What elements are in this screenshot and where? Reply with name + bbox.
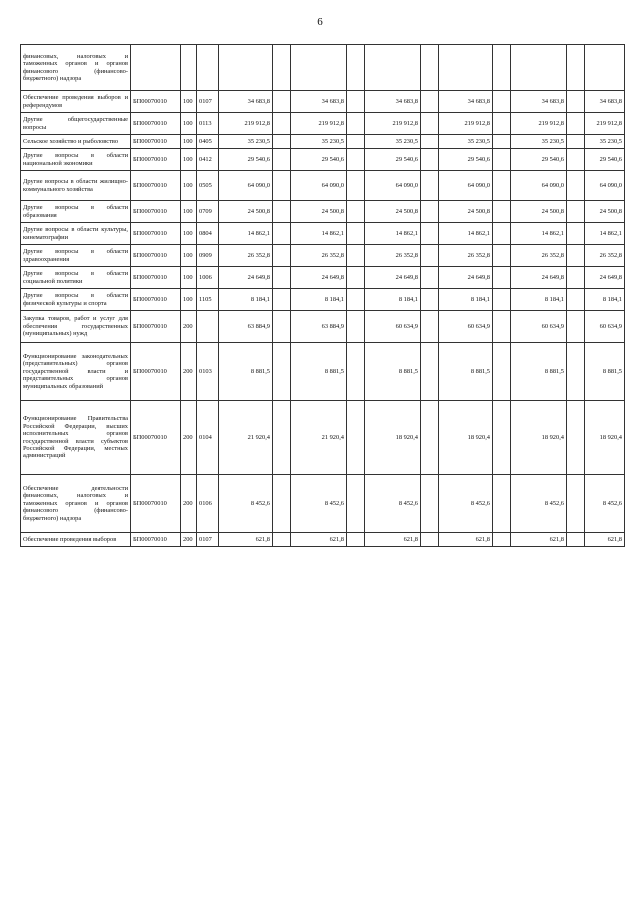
row-vr-cell: 100 — [181, 91, 197, 113]
empty-cell — [347, 171, 365, 201]
row-value-cell: 26 352,8 — [585, 245, 625, 267]
row-section-cell: 0505 — [197, 171, 219, 201]
table-row — [21, 311, 625, 343]
empty-cell — [493, 245, 511, 267]
empty-cell — [567, 113, 585, 135]
row-value-cell: 8 452,6 — [291, 475, 347, 533]
empty-cell — [347, 401, 365, 475]
row-value-cell: 34 683,8 — [291, 91, 347, 113]
row-value-cell: 29 540,6 — [585, 149, 625, 171]
row-value-cell: 34 683,8 — [219, 91, 273, 113]
empty-cell — [421, 475, 439, 533]
row-value-cell: 24 500,8 — [511, 201, 567, 223]
row-value-cell: 621,8 — [219, 533, 273, 547]
row-value-cell: 8 881,5 — [585, 343, 625, 401]
empty-cell — [347, 223, 365, 245]
empty-cell — [493, 311, 511, 343]
empty-cell — [493, 113, 511, 135]
table-row — [21, 289, 625, 311]
row-vr-cell: 200 — [181, 475, 197, 533]
row-value-cell: 621,8 — [365, 533, 421, 547]
empty-cell — [347, 289, 365, 311]
empty-cell — [347, 113, 365, 135]
row-vr-cell: 100 — [181, 135, 197, 149]
row-value-cell: 64 090,0 — [291, 171, 347, 201]
row-name-cell: Другие вопросы в области образования — [21, 201, 131, 223]
row-value-cell: 14 862,1 — [291, 223, 347, 245]
empty-cell — [347, 149, 365, 171]
row-section-cell: 1006 — [197, 267, 219, 289]
row-code-cell: БП00070010 — [131, 311, 181, 343]
row-value-cell: 29 540,6 — [365, 149, 421, 171]
row-name-cell: Функционирование законодательных (представительных) органов государственной власти и представительных органов муниципальных образований — [21, 343, 131, 401]
row-value-cell: 35 230,5 — [219, 135, 273, 149]
row-section-cell — [197, 311, 219, 343]
row-section-cell: 0103 — [197, 343, 219, 401]
empty-cell — [493, 149, 511, 171]
row-value-cell: 8 881,5 — [439, 343, 493, 401]
row-name-cell: Другие общегосударственные вопросы — [21, 113, 131, 135]
empty-cell — [273, 533, 291, 547]
row-vr-cell: 100 — [181, 201, 197, 223]
row-value-cell: 8 881,5 — [511, 343, 567, 401]
row-value-cell: 60 634,9 — [365, 311, 421, 343]
row-value-cell — [291, 45, 347, 91]
row-value-cell: 14 862,1 — [365, 223, 421, 245]
empty-cell — [567, 135, 585, 149]
row-value-cell: 14 862,1 — [511, 223, 567, 245]
row-value-cell: 26 352,8 — [219, 245, 273, 267]
row-vr-cell: 200 — [181, 343, 197, 401]
row-vr-cell: 100 — [181, 289, 197, 311]
row-vr-cell — [181, 45, 197, 91]
row-vr-cell: 100 — [181, 223, 197, 245]
row-value-cell: 35 230,5 — [291, 135, 347, 149]
empty-cell — [273, 311, 291, 343]
row-section-cell: 0104 — [197, 401, 219, 475]
row-code-cell: БП00070010 — [131, 245, 181, 267]
empty-cell — [421, 149, 439, 171]
row-value-cell: 34 683,8 — [439, 91, 493, 113]
row-code-cell: БП00070010 — [131, 113, 181, 135]
row-code-cell: БП00070010 — [131, 401, 181, 475]
row-value-cell: 26 352,8 — [365, 245, 421, 267]
row-section-cell: 0106 — [197, 475, 219, 533]
table-row — [21, 135, 625, 149]
row-code-cell: БП00070010 — [131, 91, 181, 113]
row-value-cell — [439, 45, 493, 91]
row-section-cell: 0113 — [197, 113, 219, 135]
table-row — [21, 475, 625, 533]
row-value-cell: 621,8 — [291, 533, 347, 547]
empty-cell — [421, 533, 439, 547]
table-row — [21, 267, 625, 289]
empty-cell — [347, 267, 365, 289]
page-number: 6 — [317, 16, 323, 28]
table-row — [21, 343, 625, 401]
row-value-cell: 60 634,9 — [585, 311, 625, 343]
empty-cell — [567, 149, 585, 171]
row-code-cell: БП00070010 — [131, 171, 181, 201]
row-section-cell: 0412 — [197, 149, 219, 171]
row-vr-cell: 100 — [181, 245, 197, 267]
row-name-cell: Другие вопросы в области культуры, кинематографии — [21, 223, 131, 245]
row-value-cell: 35 230,5 — [439, 135, 493, 149]
row-value-cell: 29 540,6 — [219, 149, 273, 171]
empty-cell — [421, 343, 439, 401]
row-value-cell: 24 649,8 — [365, 267, 421, 289]
empty-cell — [273, 201, 291, 223]
row-value-cell: 8 184,1 — [585, 289, 625, 311]
empty-cell — [493, 135, 511, 149]
row-value-cell: 8 452,6 — [219, 475, 273, 533]
row-value-cell — [511, 45, 567, 91]
row-code-cell: БП00070010 — [131, 267, 181, 289]
empty-cell — [493, 171, 511, 201]
row-value-cell: 219 912,8 — [219, 113, 273, 135]
empty-cell — [421, 223, 439, 245]
row-value-cell: 64 090,0 — [585, 171, 625, 201]
table-row — [21, 223, 625, 245]
empty-cell — [493, 267, 511, 289]
row-value-cell: 219 912,8 — [585, 113, 625, 135]
row-value-cell: 26 352,8 — [511, 245, 567, 267]
empty-cell — [421, 267, 439, 289]
empty-cell — [567, 245, 585, 267]
row-value-cell: 8 184,1 — [365, 289, 421, 311]
row-name-cell: финансовых, налоговых и таможенных органов и органов финансового (финансово-бюджетного) надзора — [21, 45, 131, 91]
row-section-cell — [197, 45, 219, 91]
row-section-cell: 0405 — [197, 135, 219, 149]
row-section-cell: 0709 — [197, 201, 219, 223]
empty-cell — [273, 223, 291, 245]
row-code-cell: БП00070010 — [131, 475, 181, 533]
empty-cell — [273, 171, 291, 201]
empty-cell — [347, 245, 365, 267]
empty-cell — [567, 45, 585, 91]
row-value-cell: 14 862,1 — [439, 223, 493, 245]
row-section-cell: 0804 — [197, 223, 219, 245]
row-value-cell: 14 862,1 — [219, 223, 273, 245]
empty-cell — [421, 135, 439, 149]
row-code-cell — [131, 45, 181, 91]
row-value-cell: 24 500,8 — [365, 201, 421, 223]
empty-cell — [421, 113, 439, 135]
row-value-cell: 8 184,1 — [291, 289, 347, 311]
row-value-cell: 26 352,8 — [439, 245, 493, 267]
row-value-cell: 63 884,9 — [291, 311, 347, 343]
row-value-cell: 35 230,5 — [585, 135, 625, 149]
row-vr-cell: 200 — [181, 533, 197, 547]
row-vr-cell: 100 — [181, 149, 197, 171]
row-value-cell: 24 500,8 — [291, 201, 347, 223]
row-value-cell: 8 452,6 — [365, 475, 421, 533]
row-name-cell: Другие вопросы в области национальной экономики — [21, 149, 131, 171]
row-code-cell: БП00070010 — [131, 223, 181, 245]
row-value-cell: 219 912,8 — [511, 113, 567, 135]
row-value-cell: 18 920,4 — [365, 401, 421, 475]
row-vr-cell: 200 — [181, 401, 197, 475]
row-value-cell: 60 634,9 — [511, 311, 567, 343]
empty-cell — [273, 135, 291, 149]
row-value-cell: 29 540,6 — [439, 149, 493, 171]
row-code-cell: БП00070010 — [131, 343, 181, 401]
row-value-cell: 26 352,8 — [291, 245, 347, 267]
row-vr-cell: 100 — [181, 113, 197, 135]
row-value-cell — [219, 45, 273, 91]
row-vr-cell: 100 — [181, 267, 197, 289]
empty-cell — [567, 201, 585, 223]
empty-cell — [273, 267, 291, 289]
row-value-cell: 34 683,8 — [365, 91, 421, 113]
table-row — [21, 91, 625, 113]
row-value-cell: 8 184,1 — [219, 289, 273, 311]
row-section-cell: 1105 — [197, 289, 219, 311]
row-code-cell: БП00070010 — [131, 135, 181, 149]
row-value-cell: 8 184,1 — [511, 289, 567, 311]
row-value-cell: 24 500,8 — [219, 201, 273, 223]
row-value-cell: 24 500,8 — [439, 201, 493, 223]
table-row — [21, 149, 625, 171]
empty-cell — [273, 475, 291, 533]
empty-cell — [347, 45, 365, 91]
table-row — [21, 201, 625, 223]
row-value-cell: 219 912,8 — [365, 113, 421, 135]
row-name-cell: Закупка товаров, работ и услуг для обеспечения государственных (муниципальных) нужд — [21, 311, 131, 343]
row-value-cell: 64 090,0 — [511, 171, 567, 201]
row-code-cell: БП00070010 — [131, 289, 181, 311]
empty-cell — [493, 533, 511, 547]
row-value-cell: 24 500,8 — [585, 201, 625, 223]
row-value-cell — [585, 45, 625, 91]
row-value-cell: 18 920,4 — [585, 401, 625, 475]
row-value-cell: 8 452,6 — [511, 475, 567, 533]
table-row — [21, 113, 625, 135]
row-value-cell: 8 184,1 — [439, 289, 493, 311]
row-value-cell: 34 683,8 — [585, 91, 625, 113]
row-value-cell: 8 452,6 — [585, 475, 625, 533]
row-section-cell: 0909 — [197, 245, 219, 267]
row-name-cell: Другие вопросы в области здравоохранения — [21, 245, 131, 267]
row-name-cell: Обеспечение деятельности финансовых, налоговых и таможенных органов и органов финансового (финансово-бюджетного) надзора — [21, 475, 131, 533]
empty-cell — [493, 45, 511, 91]
row-value-cell: 29 540,6 — [511, 149, 567, 171]
empty-cell — [493, 475, 511, 533]
row-value-cell: 621,8 — [439, 533, 493, 547]
row-value-cell: 21 920,4 — [291, 401, 347, 475]
empty-cell — [493, 223, 511, 245]
row-section-cell: 0107 — [197, 91, 219, 113]
row-value-cell: 219 912,8 — [291, 113, 347, 135]
row-value-cell: 64 090,0 — [439, 171, 493, 201]
row-value-cell: 60 634,9 — [439, 311, 493, 343]
empty-cell — [421, 311, 439, 343]
empty-cell — [567, 289, 585, 311]
row-name-cell: Другие вопросы в области физической культуры и спорта — [21, 289, 131, 311]
row-name-cell: Обеспечение проведения выборов и референдумов — [21, 91, 131, 113]
empty-cell — [421, 401, 439, 475]
row-value-cell: 24 649,8 — [585, 267, 625, 289]
table-row — [21, 245, 625, 267]
row-value-cell: 34 683,8 — [511, 91, 567, 113]
empty-cell — [273, 113, 291, 135]
empty-cell — [567, 343, 585, 401]
row-value-cell: 63 884,9 — [219, 311, 273, 343]
row-value-cell: 29 540,6 — [291, 149, 347, 171]
empty-cell — [567, 401, 585, 475]
empty-cell — [347, 135, 365, 149]
empty-cell — [567, 533, 585, 547]
empty-cell — [273, 289, 291, 311]
empty-cell — [493, 289, 511, 311]
row-value-cell: 24 649,8 — [219, 267, 273, 289]
row-vr-cell: 100 — [181, 171, 197, 201]
row-name-cell: Обеспечение проведения выборов — [21, 533, 131, 547]
row-value-cell: 35 230,5 — [511, 135, 567, 149]
row-value-cell: 8 881,5 — [291, 343, 347, 401]
empty-cell — [493, 343, 511, 401]
empty-cell — [493, 201, 511, 223]
row-code-cell: БП00070010 — [131, 533, 181, 547]
row-value-cell: 18 920,4 — [511, 401, 567, 475]
row-value-cell: 24 649,8 — [511, 267, 567, 289]
empty-cell — [347, 201, 365, 223]
empty-cell — [421, 201, 439, 223]
empty-cell — [273, 401, 291, 475]
empty-cell — [421, 289, 439, 311]
row-value-cell: 24 649,8 — [291, 267, 347, 289]
row-name-cell: Другие вопросы в области жилищно-коммунального хозяйства — [21, 171, 131, 201]
row-code-cell: БП00070010 — [131, 149, 181, 171]
row-section-cell: 0107 — [197, 533, 219, 547]
table-row — [21, 533, 625, 547]
row-name-cell: Функционирование Правительства Российской Федерации, высших исполнительных органов государственной власти субъектов Российской Федерации, местных администраций — [21, 401, 131, 475]
row-value-cell: 64 090,0 — [219, 171, 273, 201]
row-value-cell: 8 452,6 — [439, 475, 493, 533]
row-value-cell: 14 862,1 — [585, 223, 625, 245]
table-row — [21, 401, 625, 475]
row-value-cell: 621,8 — [585, 533, 625, 547]
empty-cell — [421, 91, 439, 113]
empty-cell — [493, 91, 511, 113]
table-row — [21, 45, 625, 91]
empty-cell — [347, 311, 365, 343]
row-value-cell: 35 230,5 — [365, 135, 421, 149]
row-value-cell: 621,8 — [511, 533, 567, 547]
empty-cell — [347, 533, 365, 547]
row-value-cell: 8 881,5 — [219, 343, 273, 401]
empty-cell — [273, 343, 291, 401]
empty-cell — [347, 475, 365, 533]
empty-cell — [567, 171, 585, 201]
empty-cell — [567, 91, 585, 113]
empty-cell — [493, 401, 511, 475]
row-value-cell: 18 920,4 — [439, 401, 493, 475]
empty-cell — [421, 245, 439, 267]
empty-cell — [567, 311, 585, 343]
row-value-cell: 21 920,4 — [219, 401, 273, 475]
empty-cell — [347, 343, 365, 401]
row-value-cell: 24 649,8 — [439, 267, 493, 289]
row-value-cell: 8 881,5 — [365, 343, 421, 401]
row-value-cell — [365, 45, 421, 91]
empty-cell — [347, 91, 365, 113]
empty-cell — [273, 149, 291, 171]
row-value-cell: 64 090,0 — [365, 171, 421, 201]
empty-cell — [567, 223, 585, 245]
row-value-cell: 219 912,8 — [439, 113, 493, 135]
empty-cell — [421, 45, 439, 91]
empty-cell — [273, 91, 291, 113]
empty-cell — [567, 475, 585, 533]
table-row — [21, 171, 625, 201]
empty-cell — [273, 245, 291, 267]
row-name-cell: Сельское хозяйство и рыболовство — [21, 135, 131, 149]
empty-cell — [421, 171, 439, 201]
row-name-cell: Другие вопросы в области социальной политики — [21, 267, 131, 289]
empty-cell — [273, 45, 291, 91]
row-vr-cell: 200 — [181, 311, 197, 343]
empty-cell — [567, 267, 585, 289]
row-code-cell: БП00070010 — [131, 201, 181, 223]
budget-table — [20, 44, 625, 547]
